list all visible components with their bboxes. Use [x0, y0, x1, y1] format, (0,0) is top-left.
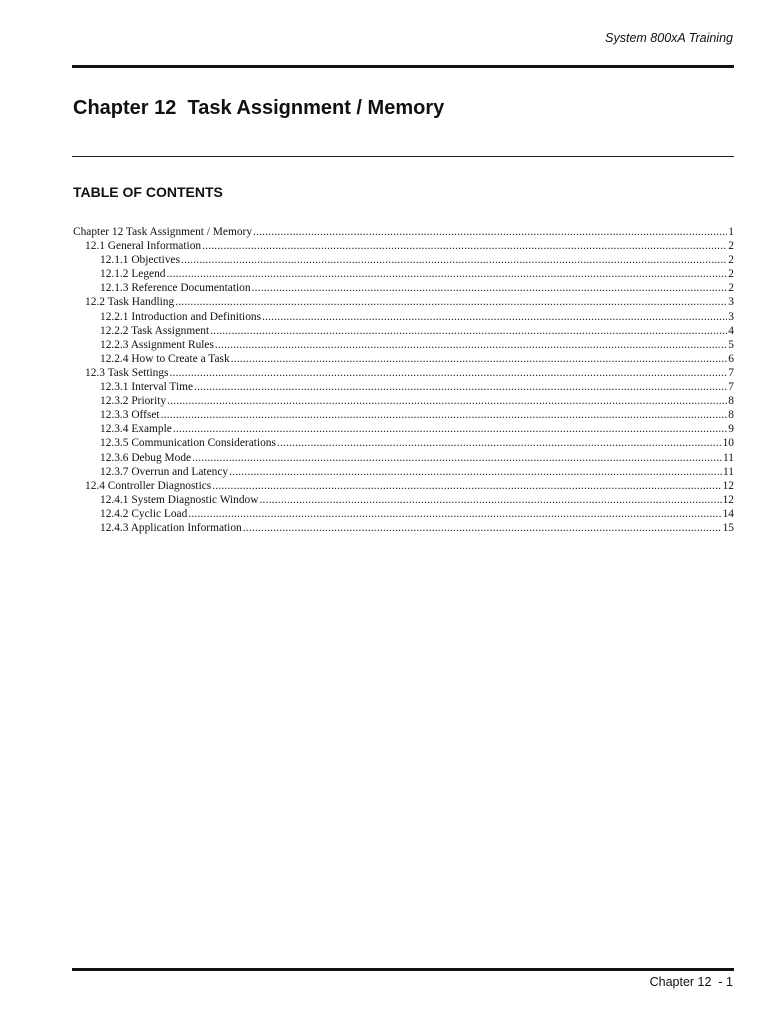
toc-entry-page: 5	[728, 338, 734, 351]
footer-rule	[72, 968, 734, 971]
header-rule	[72, 65, 734, 68]
toc-entry-page: 4	[728, 324, 734, 337]
toc-leader-dots	[166, 267, 727, 281]
toc-leader-dots	[194, 380, 727, 394]
toc-entry-title: 12.2.3 Assignment Rules	[100, 338, 214, 351]
toc-entry-page: 2	[728, 254, 734, 267]
toc-entry-page: 1	[728, 226, 734, 238]
toc-entry-title: 12.2 Task Handling	[85, 296, 175, 309]
toc-leader-dots	[259, 493, 721, 507]
toc-entry-title: 12.4.3 Application Information	[100, 521, 242, 534]
toc-entry-page: 8	[728, 395, 734, 408]
toc-entry-title: 12.3.5 Communication Considerations	[100, 437, 276, 450]
toc-entry[interactable]	[73, 295, 734, 309]
toc-entry[interactable]	[73, 366, 734, 380]
toc-entry-page: 15	[722, 521, 734, 534]
toc-entry-page: 14	[722, 507, 734, 520]
toc-leader-dots	[173, 422, 727, 436]
toc-entry[interactable]	[73, 352, 734, 366]
toc-entry[interactable]	[73, 239, 734, 253]
toc-entry-page: 3	[728, 296, 734, 309]
toc-entry-title: 12.1 General Information	[85, 240, 202, 253]
toc-entry-page: 9	[728, 423, 734, 436]
toc-entry[interactable]	[73, 253, 734, 267]
toc-entry[interactable]	[73, 394, 734, 408]
toc-entry-title: 12.4.2 Cyclic Load	[100, 507, 188, 520]
toc-entry-page: 12	[722, 493, 734, 506]
toc-entry[interactable]	[73, 380, 734, 394]
toc-leader-dots	[175, 295, 727, 309]
toc-leader-dots	[231, 352, 728, 366]
header-text: System 800xA Training	[605, 31, 733, 45]
table-of-contents	[73, 225, 734, 535]
toc-entry[interactable]	[73, 422, 734, 436]
toc-leader-dots	[212, 479, 721, 493]
toc-entry-page: 12	[722, 479, 734, 492]
toc-entry[interactable]	[73, 281, 734, 295]
toc-entry-page: 2	[728, 268, 734, 281]
toc-entry-title: 12.3 Task Settings	[85, 366, 169, 379]
toc-entry-title: 12.2.4 How to Create a Task	[100, 352, 230, 365]
toc-entry[interactable]	[73, 225, 734, 239]
toc-entry[interactable]	[73, 436, 734, 450]
toc-entry-page: 10	[722, 437, 734, 450]
toc-leader-dots	[229, 465, 722, 479]
toc-entry-title: 12.1.3 Reference Documentation	[100, 282, 251, 295]
toc-leader-dots	[252, 281, 728, 295]
toc-entry-title: 12.2.1 Introduction and Definitions	[100, 310, 262, 323]
toc-entry[interactable]	[73, 310, 734, 324]
footer-page-label: Chapter 12 - 1	[649, 975, 733, 989]
toc-leader-dots	[202, 239, 727, 253]
toc-entry-page: 6	[728, 352, 734, 365]
toc-entry[interactable]	[73, 451, 734, 465]
toc-leader-dots	[210, 324, 727, 338]
toc-leader-dots	[169, 366, 727, 380]
toc-entry-title: 12.2.2 Task Assignment	[100, 324, 210, 337]
toc-entry[interactable]	[73, 479, 734, 493]
toc-leader-dots	[181, 253, 727, 267]
toc-entry-page: 11	[723, 451, 734, 464]
toc-entry-page: 2	[728, 240, 734, 253]
chapter-title: Chapter 12 Task Assignment / Memory	[73, 97, 445, 119]
toc-leader-dots	[215, 338, 727, 352]
toc-entry[interactable]	[73, 465, 734, 479]
toc-entry-title: 12.3.1 Interval Time	[100, 381, 194, 394]
toc-entry-page: 7	[728, 381, 734, 394]
toc-entry-title: 12.3.4 Example	[100, 423, 172, 436]
toc-entry[interactable]	[73, 408, 734, 422]
toc-entry-title: 12.3.2 Priority	[100, 395, 167, 408]
toc-entry-title: 12.4.1 System Diagnostic Window	[100, 493, 259, 506]
toc-entry[interactable]	[73, 507, 734, 521]
toc-entry-title: Chapter 12 Task Assignment / Memory	[73, 226, 253, 238]
toc-entry[interactable]	[73, 338, 734, 352]
toc-leader-dots	[161, 408, 728, 422]
toc-entry-page: 3	[728, 310, 734, 323]
toc-leader-dots	[192, 451, 722, 465]
toc-leader-dots	[167, 394, 727, 408]
toc-leader-dots	[262, 310, 727, 324]
toc-entry-page: 2	[728, 282, 734, 295]
toc-entry-title: 12.1.1 Objectives	[100, 254, 181, 267]
toc-leader-dots	[243, 521, 722, 535]
toc-leader-dots	[277, 436, 722, 450]
toc-entry[interactable]	[73, 521, 734, 535]
toc-entry-title: 12.3.7 Overrun and Latency	[100, 465, 229, 478]
toc-entry-title: 12.3.3 Offset	[100, 409, 160, 422]
title-rule	[72, 156, 734, 157]
toc-leader-dots	[253, 225, 727, 239]
toc-entry[interactable]	[73, 267, 734, 281]
toc-entry-title: 12.4 Controller Diagnostics	[85, 479, 212, 492]
toc-entry-title: 12.1.2 Legend	[100, 268, 166, 281]
toc-entry-page: 11	[723, 465, 734, 478]
toc-entry[interactable]	[73, 493, 734, 507]
toc-entry-title: 12.3.6 Debug Mode	[100, 451, 192, 464]
toc-entry-page: 8	[728, 409, 734, 422]
toc-heading: TABLE OF CONTENTS	[73, 184, 223, 200]
toc-leader-dots	[188, 507, 721, 521]
toc-entry[interactable]	[73, 324, 734, 338]
toc-entry-page: 7	[728, 366, 734, 379]
